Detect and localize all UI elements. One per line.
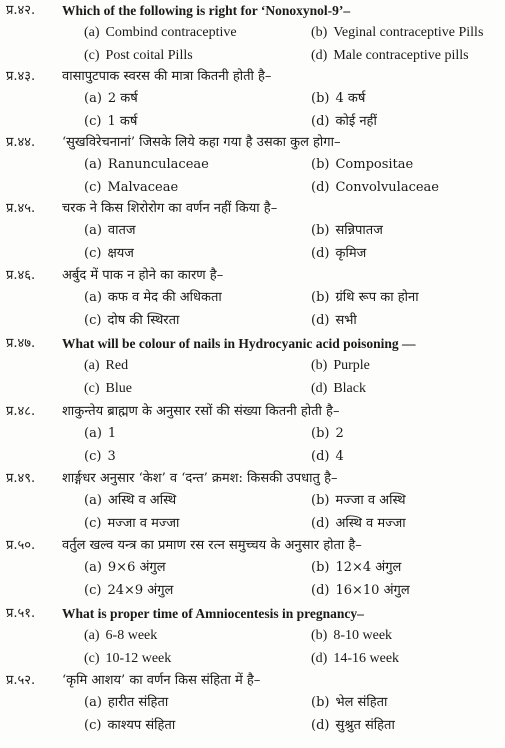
option-label: (d): [311, 718, 330, 733]
option-a: [84, 222, 136, 240]
question-48: [0, 403, 505, 471]
option-label: (b): [311, 223, 330, 238]
option-text: Malvaceae: [107, 180, 179, 195]
option-text: क्षयज: [107, 246, 134, 261]
option-text: कफ व मेद की अधिकता: [107, 290, 222, 305]
option-a: [84, 694, 168, 712]
option-d: [311, 717, 395, 735]
option-text: सुश्रुत संहिता: [335, 718, 395, 733]
option-text: कृमिज: [335, 246, 367, 261]
option-label: (d): [311, 180, 330, 195]
option-label: (c): [84, 516, 102, 531]
option-label: (c): [84, 449, 102, 464]
option-label: (c): [84, 313, 102, 328]
option-text: Veginal contraceptive Pills: [333, 25, 484, 40]
option-b: [311, 627, 392, 645]
option-text: कोई नहीं: [335, 114, 377, 129]
option-text: 4 कर्ष: [335, 91, 366, 106]
option-label: (c): [84, 583, 102, 598]
option-a: [84, 425, 116, 443]
option-a: [84, 90, 138, 108]
option-c: [84, 448, 116, 466]
option-c: [84, 380, 132, 398]
option-text: वातज: [107, 223, 136, 238]
question-49: [0, 470, 505, 538]
option-d: [311, 179, 439, 197]
option-label: (d): [311, 516, 330, 531]
option-c: [84, 582, 173, 600]
option-label: (b): [311, 426, 330, 441]
option-label: (c): [84, 651, 100, 666]
question-number: प्र.४९.: [6, 471, 36, 486]
option-d: [311, 650, 399, 668]
option-label: (a): [84, 290, 102, 305]
option-label: (a): [84, 25, 100, 40]
option-label: (d): [311, 449, 330, 464]
option-label: (b): [311, 695, 330, 710]
option-text: हारीत संहिता: [107, 695, 169, 710]
question-text: वासापुटपाक स्वरस की मात्रा कितनी होती है–: [62, 69, 272, 84]
option-c: [84, 179, 178, 197]
question-number: प्र.४४.: [6, 135, 36, 150]
option-text: 2 कर्ष: [107, 91, 138, 106]
option-d: [311, 312, 357, 330]
question-text: शाकुन्तेय ब्राह्मण के अनुसार रसों की संख्या कितनी होती है–: [62, 404, 340, 419]
option-d: [311, 245, 366, 263]
option-text: Black: [333, 381, 366, 396]
option-label: (b): [311, 91, 330, 106]
option-label: (c): [84, 180, 102, 195]
question-51: [0, 605, 505, 673]
option-label: (a): [84, 695, 102, 710]
option-text: 2: [335, 426, 344, 441]
option-text: Combind contraceptive: [105, 25, 237, 40]
question-number: प्र.५२.: [6, 673, 36, 688]
option-c: [84, 47, 193, 65]
question-text: What will be colour of nails in Hydrocyanic acid poisoning —: [62, 336, 416, 351]
option-text: 3: [107, 449, 116, 464]
option-text: 1: [107, 426, 117, 441]
option-text: 1 कर्ष: [107, 114, 138, 129]
option-label: (a): [84, 493, 102, 508]
question-42: [0, 2, 505, 70]
option-b: [311, 90, 365, 108]
option-label: (a): [84, 223, 102, 238]
question-text: ‘सुखविरेचनानां’ जिसके लिये कहा गया है उसका कुल होगा–: [62, 135, 341, 150]
option-c: [84, 312, 179, 330]
option-b: [311, 156, 413, 174]
question-43: [0, 68, 505, 136]
question-text: ‘कृमि आशय’ का वर्णन किस संहिता में है–: [62, 673, 261, 688]
option-b: [311, 492, 406, 510]
option-d: [311, 448, 344, 466]
option-a: [84, 357, 128, 375]
option-b: [311, 289, 419, 307]
question-text: चरक ने किस शिरोरोग का वर्णन नहीं किया है–: [62, 201, 278, 216]
option-text: भेल संहिता: [335, 695, 388, 710]
option-text: Purple: [333, 358, 370, 373]
option-d: [311, 47, 469, 65]
option-text: 8-10 week: [333, 628, 393, 643]
option-label: (c): [84, 381, 100, 396]
option-text: दोष की स्थिरता: [107, 313, 180, 328]
option-c: [84, 245, 134, 263]
option-text: सभी: [335, 313, 357, 328]
option-a: [84, 289, 222, 307]
option-text: अस्थि व मज्जा: [335, 516, 406, 531]
option-label: (a): [84, 358, 100, 373]
option-a: [84, 627, 157, 645]
option-b: [311, 222, 383, 240]
question-text: What is proper time of Amniocentesis in pregnancy–: [62, 606, 364, 621]
option-text: 14-16 week: [333, 651, 400, 666]
option-label: (a): [84, 91, 102, 106]
option-label: (b): [311, 157, 330, 172]
option-a: [84, 559, 166, 577]
question-47: [0, 335, 505, 403]
option-label: (d): [311, 246, 330, 261]
option-b: [311, 425, 344, 443]
option-c: [84, 113, 137, 131]
option-text: 24×9 अंगुल: [107, 583, 174, 598]
option-d: [311, 515, 406, 533]
question-text: अर्बुद में पाक न होने का कारण है–: [62, 268, 224, 283]
option-text: Post coital Pills: [105, 48, 193, 63]
option-d: [311, 380, 366, 398]
option-label: (d): [311, 651, 328, 666]
question-number: प्र.४३.: [6, 69, 36, 84]
option-text: 4: [335, 449, 344, 464]
question-52: [0, 672, 505, 740]
option-text: काश्यप संहिता: [107, 718, 176, 733]
option-text: मज्जा व मज्जा: [107, 516, 180, 531]
option-a: [84, 492, 176, 510]
option-text: 16×10 अंगुल: [335, 583, 410, 598]
option-label: (c): [84, 246, 102, 261]
option-text: मज्जा व अस्थि: [335, 493, 406, 508]
option-b: [311, 559, 401, 577]
option-b: [311, 357, 370, 375]
option-text: 6-8 week: [105, 628, 158, 643]
option-label: (d): [311, 114, 330, 129]
option-b: [311, 694, 387, 712]
option-a: [84, 24, 237, 42]
question-text: Which of the following is right for ‘Nonoxynol-9’–: [62, 3, 351, 18]
option-label: (c): [84, 48, 100, 63]
question-number: प्र.४६.: [6, 268, 36, 283]
option-label: (d): [311, 48, 328, 63]
option-d: [311, 113, 377, 131]
option-text: Blue: [105, 381, 132, 396]
option-label: (b): [311, 25, 328, 40]
option-b: [311, 24, 483, 42]
option-text: Male contraceptive pills: [333, 48, 469, 63]
option-label: (b): [311, 493, 330, 508]
option-label: (c): [84, 114, 102, 129]
option-text: Ranunculaceae: [107, 157, 209, 172]
option-label: (d): [311, 313, 330, 328]
option-label: (b): [311, 358, 328, 373]
option-d: [311, 582, 410, 600]
option-text: अस्थि व अस्थि: [107, 493, 177, 508]
question-50: [0, 537, 505, 605]
question-text: शार्ङ्गधर अनुसार ‘केश’ व ‘दन्त’ क्रमश: किसकी उपधातु है–: [62, 471, 338, 486]
option-c: [84, 717, 175, 735]
option-label: (b): [311, 560, 330, 575]
option-text: सन्निपातज: [335, 223, 383, 238]
option-c: [84, 650, 171, 668]
question-number: प्र.४२.: [6, 3, 36, 18]
option-text: 12×4 अंगुल: [335, 560, 402, 575]
question-45: [0, 200, 505, 268]
question-number: प्र.४८.: [6, 404, 36, 419]
option-a: [84, 156, 209, 174]
option-label: (d): [311, 583, 330, 598]
option-text: ग्रंथि रूप का होना: [335, 290, 419, 305]
option-text: Red: [105, 358, 129, 373]
option-label: (a): [84, 157, 102, 172]
option-text: Convolvulaceae: [335, 180, 439, 195]
question-46: [0, 267, 505, 335]
option-label: (a): [84, 426, 102, 441]
question-number: प्र.४७.: [6, 336, 36, 351]
question-number: प्र.५०.: [6, 538, 36, 553]
option-label: (c): [84, 718, 102, 733]
question-number: प्र.५१.: [6, 606, 36, 621]
question-44: [0, 134, 505, 202]
question-text: वर्तुल खल्व यन्त्र का प्रमाण रस रत्न समुच्चय के अनुसार होता है–: [62, 538, 362, 553]
question-number: प्र.४५.: [6, 201, 36, 216]
option-text: Compositae: [335, 157, 414, 172]
option-label: (a): [84, 628, 100, 643]
option-label: (b): [311, 628, 328, 643]
option-text: 9×6 अंगुल: [107, 560, 166, 575]
option-label: (d): [311, 381, 328, 396]
option-text: 10-12 week: [105, 651, 172, 666]
option-label: (b): [311, 290, 330, 305]
option-c: [84, 515, 179, 533]
option-label: (a): [84, 560, 102, 575]
